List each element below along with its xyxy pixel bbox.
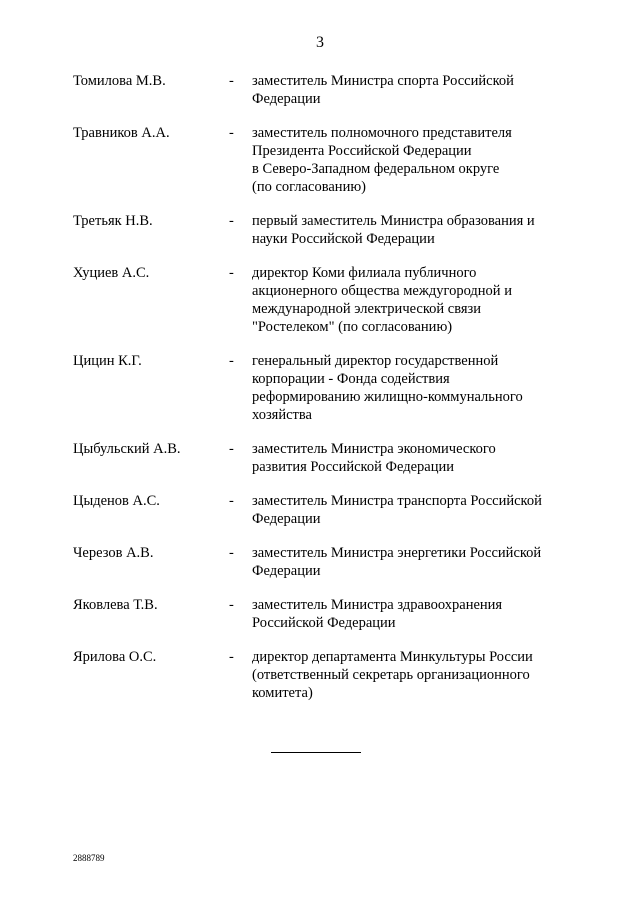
separator-dash: - [229, 649, 234, 665]
position-line: хозяйства [252, 407, 312, 423]
member-position [252, 264, 552, 336]
separator-dash: - [229, 441, 234, 457]
separator-dash: - [229, 597, 234, 613]
roster-entry [0, 352, 640, 424]
roster-entry [0, 124, 640, 196]
roster-entry [0, 596, 640, 632]
member-position [252, 544, 552, 580]
position-line: заместитель Министра транспорта Российской [252, 493, 542, 509]
separator-dash: - [229, 73, 234, 89]
position-line: "Ростелеком" (по согласованию) [252, 319, 453, 335]
member-name: Третьяк Н.В. [73, 213, 153, 229]
member-position [252, 596, 552, 632]
position-line: заместитель полномочного представителя [252, 125, 512, 141]
member-name: Травников А.А. [73, 125, 170, 141]
separator-dash: - [229, 493, 234, 509]
member-position [252, 124, 552, 196]
position-line: заместитель Министра здравоохранения [252, 597, 503, 613]
member-name: Цыденов А.С. [73, 493, 160, 509]
roster-entry [0, 72, 640, 108]
member-name: Хуциев А.С. [73, 265, 150, 281]
position-line: заместитель Министра энергетики Российской [252, 545, 542, 561]
position-line: Президента Российской Федерации [252, 143, 472, 159]
member-position [252, 212, 552, 248]
roster-entry [0, 440, 640, 476]
separator-dash: - [229, 545, 234, 561]
position-line: реформированию жилищно-коммунального [252, 389, 523, 405]
separator-dash: - [229, 213, 234, 229]
position-line: развития Российской Федерации [252, 459, 454, 475]
roster-entry [0, 544, 640, 580]
separator-dash: - [229, 353, 234, 369]
member-position [252, 352, 552, 424]
member-position [252, 492, 552, 528]
member-name: Черезов А.В. [73, 545, 154, 561]
member-position [252, 72, 552, 108]
position-line: Федерации [252, 91, 321, 107]
document-code: 2888789 [73, 853, 105, 863]
position-line: комитета) [252, 685, 313, 701]
position-line: директор Коми филиала публичного [252, 265, 477, 281]
member-position [252, 440, 552, 476]
position-line: науки Российской Федерации [252, 231, 435, 247]
position-line: международной электрической связи [252, 301, 482, 317]
position-line: Федерации [252, 563, 321, 579]
member-name: Ярилова О.С. [73, 649, 157, 665]
page-number: 3 [316, 34, 324, 51]
position-line: заместитель Министра экономического [252, 441, 496, 457]
position-line: (ответственный секретарь организационного [252, 667, 530, 683]
member-position [252, 648, 552, 702]
position-line: Российской Федерации [252, 615, 396, 631]
committee-roster [0, 72, 640, 718]
member-name: Томилова М.В. [73, 73, 166, 89]
position-line: директор департамента Минкультуры России [252, 649, 533, 665]
position-line: корпорации - Фонда содействия [252, 371, 450, 387]
position-line: (по согласованию) [252, 179, 366, 195]
position-line: первый заместитель Министра образования и [252, 213, 535, 229]
position-line: в Северо-Западном федеральном округе [252, 161, 500, 177]
member-name: Цицин К.Г. [73, 353, 142, 369]
position-line: Федерации [252, 511, 321, 527]
separator-dash: - [229, 265, 234, 281]
position-line: акционерного общества междугородной и [252, 283, 512, 299]
roster-entry [0, 212, 640, 248]
end-of-list-rule [271, 752, 361, 753]
member-name: Яковлева Т.В. [73, 597, 158, 613]
roster-entry [0, 492, 640, 528]
position-line: генеральный директор государственной [252, 353, 499, 369]
roster-entry [0, 648, 640, 702]
roster-entry [0, 264, 640, 336]
member-name: Цыбульский А.В. [73, 441, 181, 457]
separator-dash: - [229, 125, 234, 141]
position-line: заместитель Министра спорта Российской [252, 73, 514, 89]
